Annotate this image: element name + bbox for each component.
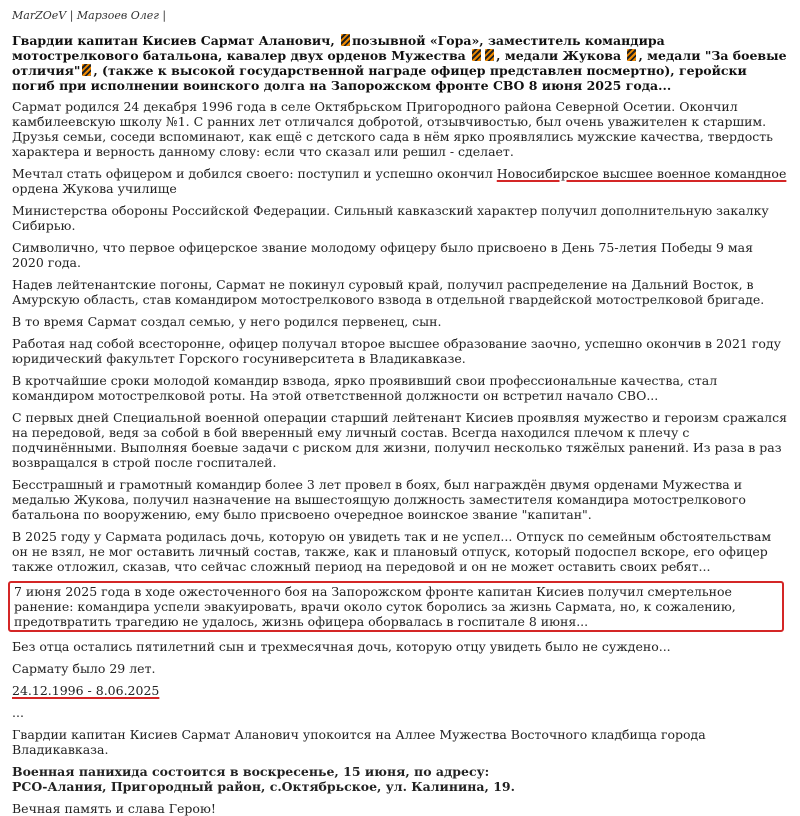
paragraph-eternal-memory: Вечная память и слава Герою!: [12, 801, 216, 816]
st-george-ribbon-icon: [627, 49, 636, 61]
paragraph-memorial-service: [12, 764, 788, 794]
paragraph-burial: Гвардии капитан Кисиев Сармат Аланович упокоится на Аллее Мужества Восточного кладбища города Владикавказа.: [12, 727, 706, 757]
paragraph-education-after: ордена Жукова училище: [12, 181, 177, 196]
life-dates-underlined: 24.12.1996 - 8.06.2025: [12, 683, 160, 698]
paragraph-birth: Сармат родился 24 декабря 1996 года в селе Октябрьском Пригородного района Северной Осетии. Окончил камбилеевскую школу №1. С ранних лет отличался добротой, отзывчивостью, был очень уважителен к старшим. Друзья семьи, соседи вспоминают, как ещё с детского сада в нём ярко проявлялись мужские качества, твердость характера и верность данному слову: если что сказал или решил - сделает.: [12, 99, 773, 159]
st-george-ribbon-icon: [485, 49, 494, 61]
author-header: MarZOeV | Марзоев Олег |: [12, 9, 167, 22]
highlighted-death-paragraph: 7 июня 2025 года в ходе ожесточенного боя на Запорожском фронте капитан Кисиев получил смертельное ранение: командира успели эвакуировать, врачи около суток боролись за жизнь Сармата, но, к сожалению, предотвратить трагедию не удалось, жизнь офицера оборвалась в госпитале 8 июня...: [8, 581, 784, 632]
paragraph-age: Сармату было 29 лет.: [12, 661, 156, 676]
paragraph-daughter: В 2025 году у Сармата родилась дочь, которую он увидеть так и не успел... Отпуск по семейным обстоятельствам он не взял, не мог оставить личный состав, также, как и плановый отпуск, который подоспел вскоре, его офицер также отложил, сказав, что сейчас сложный период на передовой и он не может оставить своих ребят...: [12, 529, 772, 574]
paragraph-first-rank: Символично, что первое офицерское звание молодому офицеру было присвоено в День 75-летия Победы 9 мая 2020 года.: [12, 240, 753, 270]
paragraph-children: Без отца остались пятилетний сын и трехмесячная дочь, которую отцу увидеть было не суждено...: [12, 639, 671, 654]
headline-part3: , медали Жукова: [496, 48, 626, 63]
st-george-ribbon-icon: [341, 34, 350, 46]
headline-part1: Гвардии капитан Кисиев Сармат Аланович,: [12, 33, 340, 48]
life-dates: [12, 683, 788, 698]
paragraph-company-commander: В кротчайшие сроки молодой командир взвода, ярко проявивший свои профессиональные качества, стал командиром мотострелковой роты. На этой ответственной должности он встретил начало СВО...: [12, 373, 718, 403]
headline-part4: , медали "За боевые отличия": [12, 48, 787, 78]
paragraph-awards: Бесстрашный и грамотный командир более 3 лет провел в боях, был награждён двумя орденами Мужества и медалью Жукова, получил назначение на вышестоящую должность заместителя командира мотострелкового батальона по вооружению, ему было присвоено очередное воинское звание "капитан".: [12, 477, 746, 522]
underlined-school-name: Новосибирское высшее военное командное: [496, 166, 787, 181]
paragraph-education: [12, 166, 788, 196]
paragraph-education-before: Мечтал стать офицером и добился своего: поступил и успешно окончил: [12, 166, 497, 181]
paragraph-svo-start: С первых дней Специальной военной операции старший лейтенант Кисиев проявляя мужество и героизм сражался на передовой, ведя за собой в бой вверенный ему личный состав. Всегда находился плечом к плечу с подчинёнными. Выполняя боевые задачи с риском для жизни, получил несколько тяжёлых ранений. Из раза в раз возвращался в строй после госпиталей.: [12, 410, 787, 470]
paragraph-far-east: Надев лейтенантские погоны, Сармат не покинул суровый край, получил распределение на Дальний Восток, в Амурскую область, став командиром мотострелкового взвода в отдельной гвардейской мотострелковой бригаде.: [12, 277, 765, 307]
ellipsis: ...: [12, 705, 24, 720]
headline: [12, 33, 788, 93]
memorial-line1: Военная панихида состоится в воскресенье, 15 июня, по адресу:: [12, 764, 490, 779]
memorial-line2: РСО-Алания, Пригородный район, с.Октябрьское, ул. Калинина, 19.: [12, 779, 515, 794]
st-george-ribbon-icon: [472, 49, 481, 61]
st-george-ribbon-icon: [82, 64, 91, 76]
paragraph-family: В то время Сармат создал семью, у него родился первенец, сын.: [12, 314, 442, 329]
paragraph-second-degree: Работая над собой всесторонне, офицер получал второе высшее образование заочно, успешно окончив в 2021 году юридический факультет Горского госуниверситета в Владикавказе.: [12, 336, 781, 366]
headline-part2: позывной «Гора», заместитель командира мотострелкового батальона, кавалер двух орденов Мужества: [12, 33, 665, 63]
paragraph-ministry: Министерства обороны Российской Федерации. Сильный кавказский характер получил дополнительную закалку Сибирью.: [12, 203, 769, 233]
headline-part5: , (также к высокой государственной награде офицер представлен посмертно), геройски погиб при исполнении воинского долга на Запорожском фронте СВО 8 июня 2025 года...: [12, 63, 747, 93]
